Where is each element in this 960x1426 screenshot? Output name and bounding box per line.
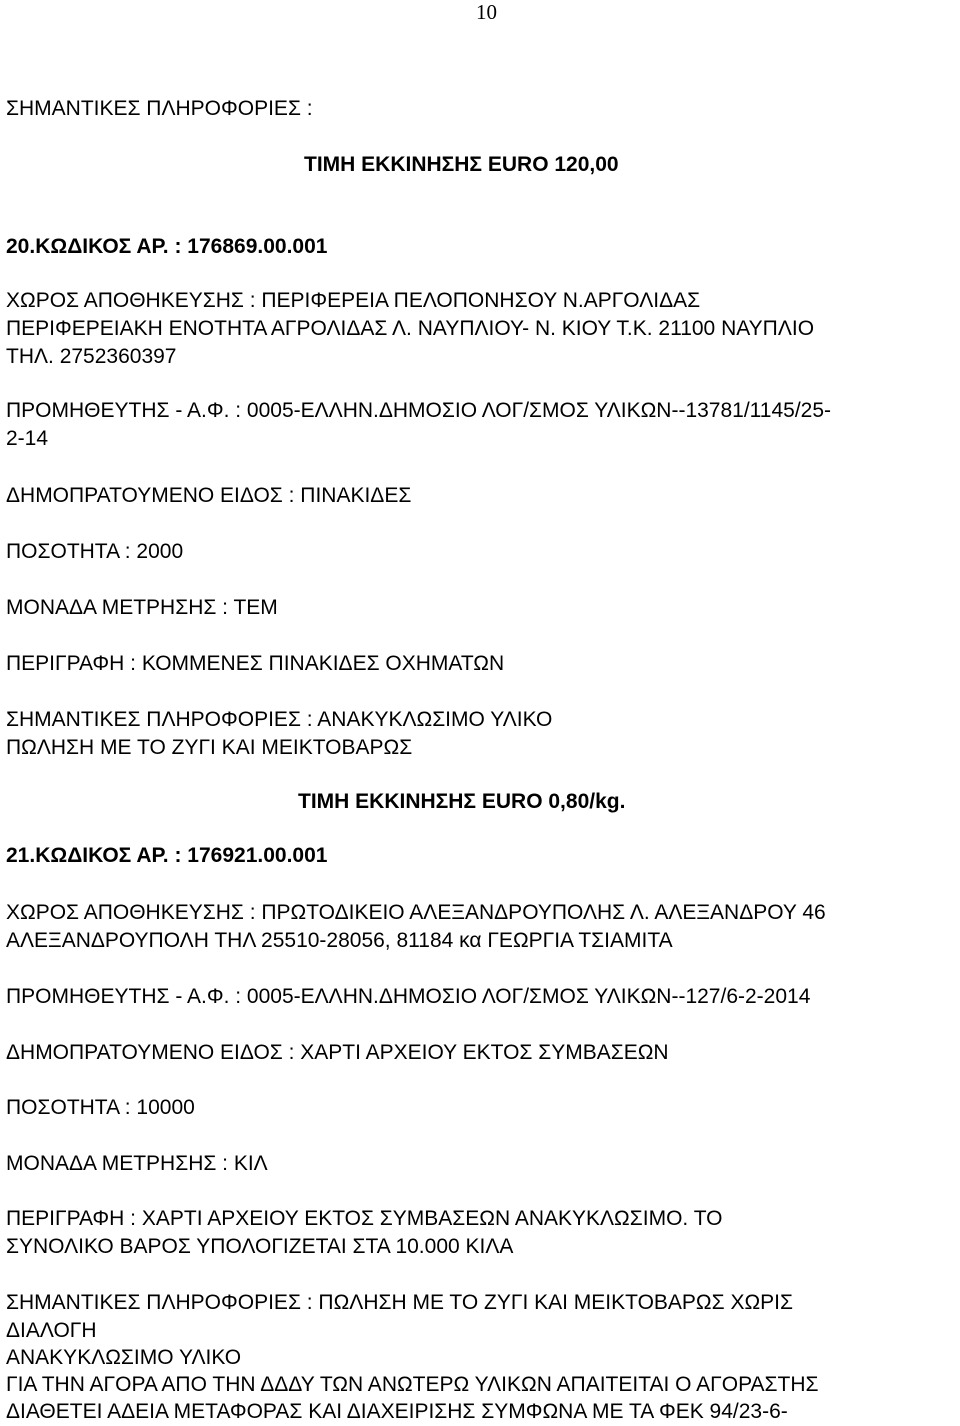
notes-heading: ΣΗΜΑΝΤΙΚΕΣ ΠΛΗΡΟΦΟΡΙΕΣ : [6, 97, 313, 120]
item-code: 20.ΚΩΔΙΚΟΣ ΑΡ. : 176869.00.001 [6, 235, 328, 258]
page-number: 10 [476, 0, 497, 24]
important-notes: ΠΩΛΗΣΗ ΜΕ ΤΟ ΖΥΓΙ ΚΑΙ ΜΕΙΚΤΟΒΑΡΩΣ [6, 736, 413, 759]
unit-of-measure: ΜΟΝΑΔΑ ΜΕΤΡΗΣΗΣ : ΤΕΜ [6, 596, 278, 619]
item-type: ΔΗΜΟΠΡΑΤΟΥΜΕΝΟ ΕΙΔΟΣ : ΠΙΝΑΚΙΔΕΣ [6, 484, 412, 507]
description: ΣΥΝΟΛΙΚΟ ΒΑΡΟΣ ΥΠΟΛΟΓΙΖΕΤΑΙ ΣΤΑ 10.000 ΚΙΛΑ [6, 1235, 514, 1258]
storage-location: ΠΕΡΙΦΕΡΕΙΑΚΗ ΕΝΟΤΗΤΑ ΑΓΡΟΛΙΔΑΣ Λ. ΝΑΥΠΛΙΟΥ- Ν. ΚΙΟΥ Τ.Κ. 21100 ΝΑΥΠΛΙΟ [6, 317, 815, 340]
supplier: ΠΡΟΜΗΘΕΥΤΗΣ - Α.Φ. : 0005-ΕΛΛΗΝ.ΔΗΜΟΣΙΟ ΛΟΓ/ΣΜΟΣ ΥΛΙΚΩΝ--13781/1145/25- [6, 399, 832, 422]
description: ΠΕΡΙΓΡΑΦΗ : ΚΟΜΜΕΝΕΣ ΠΙΝΑΚΙΔΕΣ ΟΧΗΜΑΤΩΝ [6, 652, 505, 675]
storage-location: ΤΗΛ. 2752360397 [6, 345, 177, 368]
important-notes: ΑΝΑΚΥΚΛΩΣΙΜΟ ΥΛΙΚΟ [6, 1346, 242, 1369]
quantity: ΠΟΣΟΤΗΤΑ : 10000 [6, 1096, 195, 1119]
important-notes: ΓΙΑ ΤΗΝ ΑΓΟΡΑ ΑΠΟ ΤΗΝ ΔΔΔΥ ΤΩΝ ΑΝΩΤΕΡΩ ΥΛΙΚΩΝ ΑΠΑΙΤΕΙΤΑΙ Ο ΑΓΟΡΑΣΤΗΣ [6, 1373, 819, 1396]
storage-location: ΧΩΡΟΣ ΑΠΟΘΗΚΕΥΣΗΣ : ΠΡΩΤΟΔΙΚΕΙΟ ΑΛΕΞΑΝΔΡΟΥΠΟΛΗΣ Λ. ΑΛΕΞΑΝΔΡΟΥ 46 [6, 901, 826, 924]
important-notes: ΔΙΑΘΕΤΕΙ ΑΔΕΙΑ ΜΕΤΑΦΟΡΑΣ ΚΑΙ ΔΙΑΧΕΙΡΙΣΗΣ ΣΥΜΦΩΝΑ ΜΕ ΤΑ ΦΕΚ 94/23-6- [6, 1400, 788, 1423]
important-notes: ΣΗΜΑΝΤΙΚΕΣ ΠΛΗΡΟΦΟΡΙΕΣ : ΑΝΑΚΥΚΛΩΣΙΜΟ ΥΛΙΚΟ [6, 708, 553, 731]
start-price: ΤΙΜΗ ΕΚΚΙΝΗΣΗΣ EURO 120,00 [304, 153, 619, 176]
storage-location: ΑΛΕΞΑΝΔΡΟΥΠΟΛΗ ΤΗΛ 25510-28056, 81184 κα ΓΕΩΡΓΙΑ ΤΣΙΑΜΙΤΑ [6, 929, 673, 952]
start-price: ΤΙΜΗ ΕΚΚΙΝΗΣΗΣ EURO 0,80/kg. [298, 790, 626, 813]
quantity: ΠΟΣΟΤΗΤΑ : 2000 [6, 540, 184, 563]
description: ΠΕΡΙΓΡΑΦΗ : ΧΑΡΤΙ ΑΡΧΕΙΟΥ ΕΚΤΟΣ ΣΥΜΒΑΣΕΩΝ ΑΝΑΚΥΚΛΩΣΙΜΟ. ΤΟ [6, 1207, 723, 1230]
item-type: ΔΗΜΟΠΡΑΤΟΥΜΕΝΟ ΕΙΔΟΣ : ΧΑΡΤΙ ΑΡΧΕΙΟΥ ΕΚΤΟΣ ΣΥΜΒΑΣΕΩΝ [6, 1041, 669, 1064]
unit-of-measure: ΜΟΝΑΔΑ ΜΕΤΡΗΣΗΣ : ΚΙΛ [6, 1152, 268, 1175]
important-notes: ΣΗΜΑΝΤΙΚΕΣ ΠΛΗΡΟΦΟΡΙΕΣ : ΠΩΛΗΣΗ ΜΕ ΤΟ ΖΥΓΙ ΚΑΙ ΜΕΙΚΤΟΒΑΡΩΣ ΧΩΡΙΣ [6, 1291, 793, 1314]
supplier: ΠΡΟΜΗΘΕΥΤΗΣ - Α.Φ. : 0005-ΕΛΛΗΝ.ΔΗΜΟΣΙΟ ΛΟΓ/ΣΜΟΣ ΥΛΙΚΩΝ--127/6-2-2014 [6, 985, 811, 1008]
supplier: 2-14 [6, 427, 49, 450]
important-notes: ΔΙΑΛΟΓΗ [6, 1319, 97, 1342]
item-code: 21.ΚΩΔΙΚΟΣ ΑΡ. : 176921.00.001 [6, 844, 328, 867]
storage-location: ΧΩΡΟΣ ΑΠΟΘΗΚΕΥΣΗΣ : ΠΕΡΙΦΕΡΕΙΑ ΠΕΛΟΠΟΝΗΣΟΥ Ν.ΑΡΓΟΛΙΔΑΣ [6, 289, 701, 312]
